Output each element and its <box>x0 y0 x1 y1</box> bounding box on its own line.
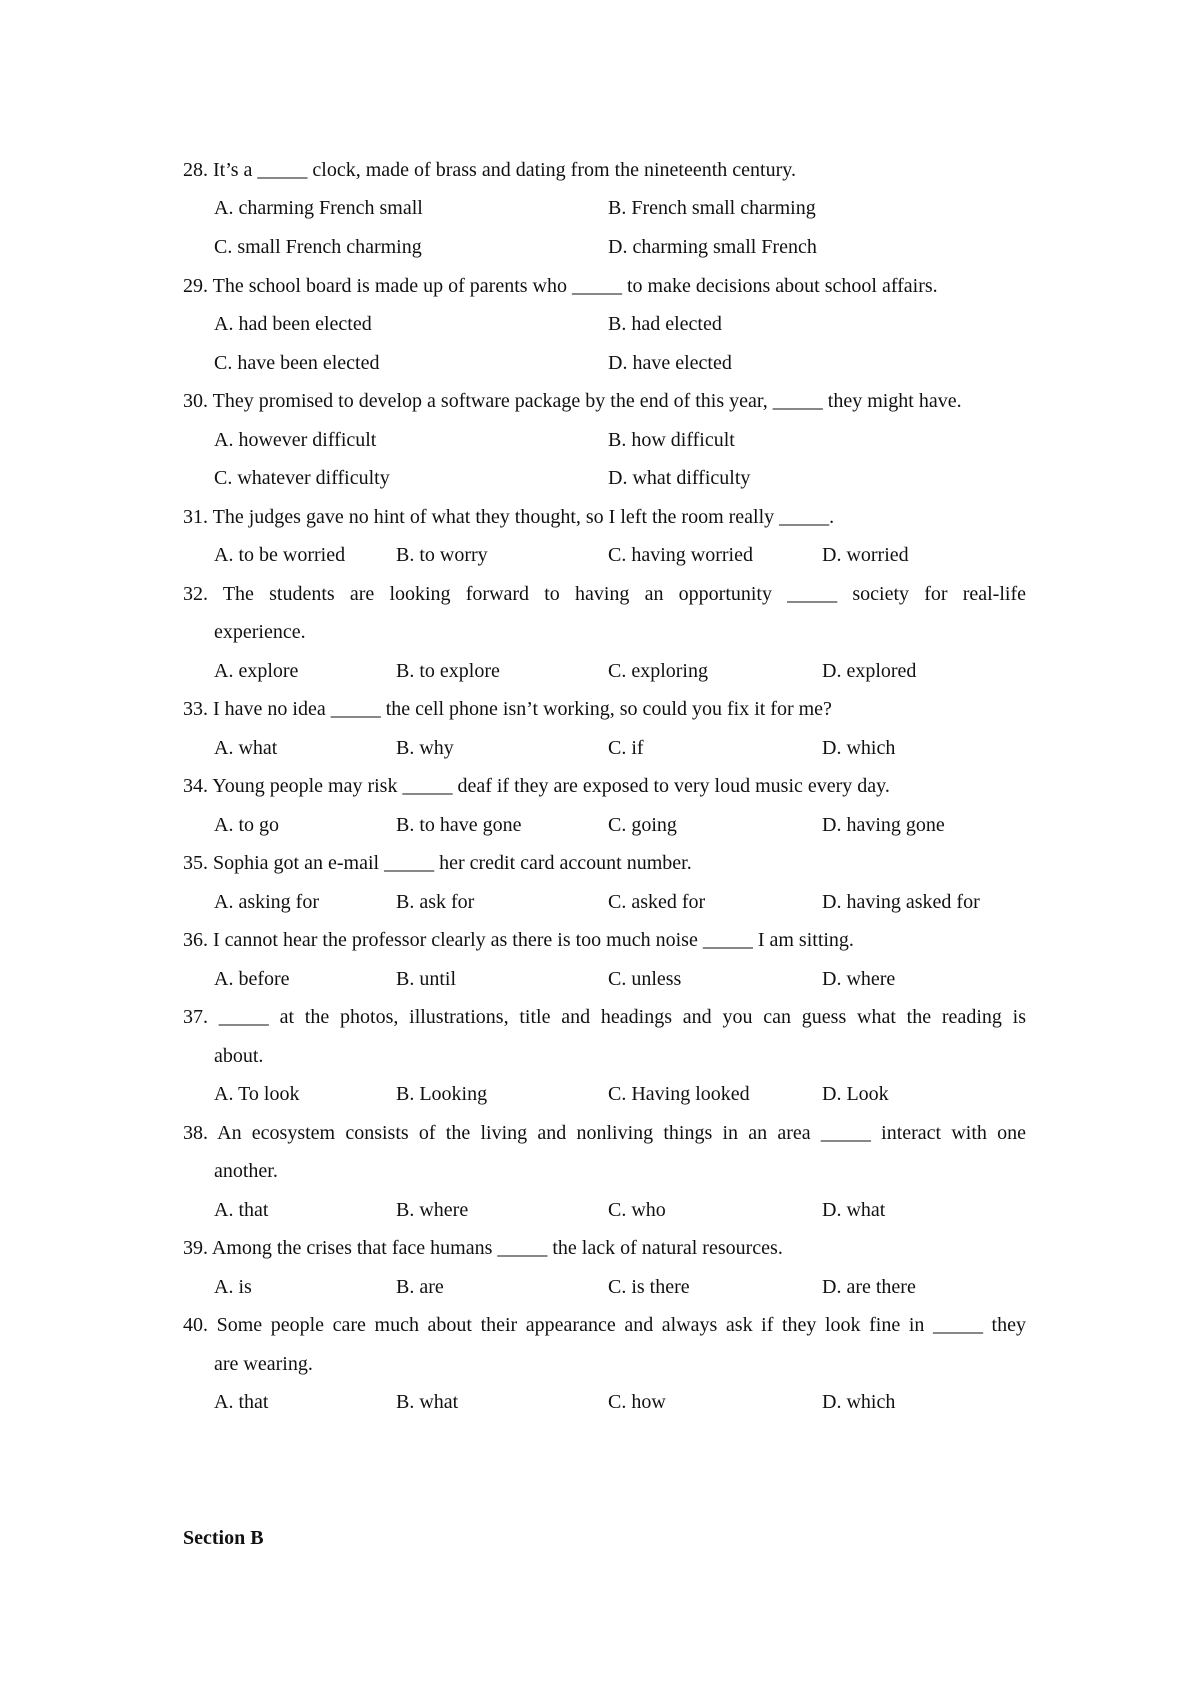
question-40-option-a: A. that <box>214 1391 269 1413</box>
question-37-option-a: A. To look <box>214 1083 300 1105</box>
question-29-option-c: C. have been elected <box>214 352 380 374</box>
question-30-option-c: C. whatever difficulty <box>214 467 390 489</box>
question-29-option-d: D. have elected <box>608 352 732 374</box>
question-32-option-a: A. explore <box>214 660 299 682</box>
question-31-option-a: A. to be worried <box>214 544 346 566</box>
question-40-option-b: B. what <box>396 1391 459 1413</box>
question-28-option-a: A. charming French small <box>214 197 423 219</box>
question-35-stem: 35. Sophia got an e-mail _____ her credit card account number. <box>183 852 692 874</box>
question-40-option-c: C. how <box>608 1391 666 1413</box>
question-38-stem: 38. An ecosystem consists of the living and nonliving things in an area _____ interact with one <box>183 1122 1026 1144</box>
question-38-option-b: B. where <box>396 1199 469 1221</box>
question-39-option-c: C. is there <box>608 1276 690 1298</box>
question-30-stem: 30. They promised to develop a software package by the end of this year, _____ they might have. <box>183 390 962 412</box>
question-34-option-b: B. to have gone <box>396 814 522 836</box>
question-36-option-c: C. unless <box>608 968 682 990</box>
question-29-option-a: A. had been elected <box>214 313 372 335</box>
question-38-option-a: A. that <box>214 1199 269 1221</box>
question-35-option-d: D. having asked for <box>822 891 980 913</box>
question-40-stem: 40. Some people care much about their appearance and always ask if they look fine in _____ they <box>183 1314 1026 1336</box>
question-37-stem: 37. _____ at the photos, illustrations, title and headings and you can guess what the reading is <box>183 1006 1026 1028</box>
question-34-option-c: C. going <box>608 814 677 836</box>
question-32-option-b: B. to explore <box>396 660 500 682</box>
question-37-stem-continued: about. <box>214 1045 264 1067</box>
question-30-option-b: B. how difficult <box>608 429 735 451</box>
question-38-stem-continued: another. <box>214 1160 278 1182</box>
question-31-stem: 31. The judges gave no hint of what they thought, so I left the room really _____. <box>183 506 835 528</box>
question-34-stem: 34. Young people may risk _____ deaf if they are exposed to very loud music every day. <box>183 775 890 797</box>
question-30-option-a: A. however difficult <box>214 429 377 451</box>
question-36-option-d: D. where <box>822 968 896 990</box>
question-31-option-b: B. to worry <box>396 544 488 566</box>
question-39-option-b: B. are <box>396 1276 444 1298</box>
question-37-option-b: B. Looking <box>396 1083 488 1105</box>
question-35-option-c: C. asked for <box>608 891 706 913</box>
question-36-option-a: A. before <box>214 968 290 990</box>
question-38-option-c: C. who <box>608 1199 666 1221</box>
question-32-stem: 32. The students are looking forward to having an opportunity _____ society for real-life <box>183 583 1026 605</box>
question-35-option-b: B. ask for <box>396 891 475 913</box>
question-29-option-b: B. had elected <box>608 313 722 335</box>
question-36-stem: 36. I cannot hear the professor clearly as there is too much noise _____ I am sitting. <box>183 929 854 951</box>
question-33-option-c: C. if <box>608 737 644 759</box>
question-33-option-a: A. what <box>214 737 278 759</box>
question-30-option-d: D. what difficulty <box>608 467 751 489</box>
question-32-stem-continued: experience. <box>214 621 306 643</box>
question-28-stem: 28. It’s a _____ clock, made of brass and dating from the nineteenth century. <box>183 159 796 181</box>
question-39-stem: 39. Among the crises that face humans _____ the lack of natural resources. <box>183 1237 783 1259</box>
question-36-option-b: B. until <box>396 968 457 990</box>
question-38-option-d: D. what <box>822 1199 886 1221</box>
question-31-option-c: C. having worried <box>608 544 753 566</box>
question-33-stem: 33. I have no idea _____ the cell phone isn’t working, so could you fix it for me? <box>183 698 832 720</box>
question-34-option-d: D. having gone <box>822 814 945 836</box>
question-37-option-d: D. Look <box>822 1083 889 1105</box>
question-35-option-a: A. asking for <box>214 891 319 913</box>
question-28-option-b: B. French small charming <box>608 197 816 219</box>
question-28-option-d: D. charming small French <box>608 236 817 258</box>
question-37-option-c: C. Having looked <box>608 1083 750 1105</box>
question-29-stem: 29. The school board is made up of parents who _____ to make decisions about school affairs. <box>183 275 938 297</box>
question-40-stem-continued: are wearing. <box>214 1353 313 1375</box>
question-31-option-d: D. worried <box>822 544 909 566</box>
section-b-heading: Section B <box>183 1527 264 1549</box>
question-28-option-c: C. small French charming <box>214 236 422 258</box>
question-33-option-b: B. why <box>396 737 454 759</box>
question-39-option-d: D. are there <box>822 1276 916 1298</box>
question-33-option-d: D. which <box>822 737 896 759</box>
question-34-option-a: A. to go <box>214 814 279 836</box>
question-39-option-a: A. is <box>214 1276 252 1298</box>
question-40-option-d: D. which <box>822 1391 896 1413</box>
question-32-option-d: D. explored <box>822 660 917 682</box>
question-32-option-c: C. exploring <box>608 660 708 682</box>
